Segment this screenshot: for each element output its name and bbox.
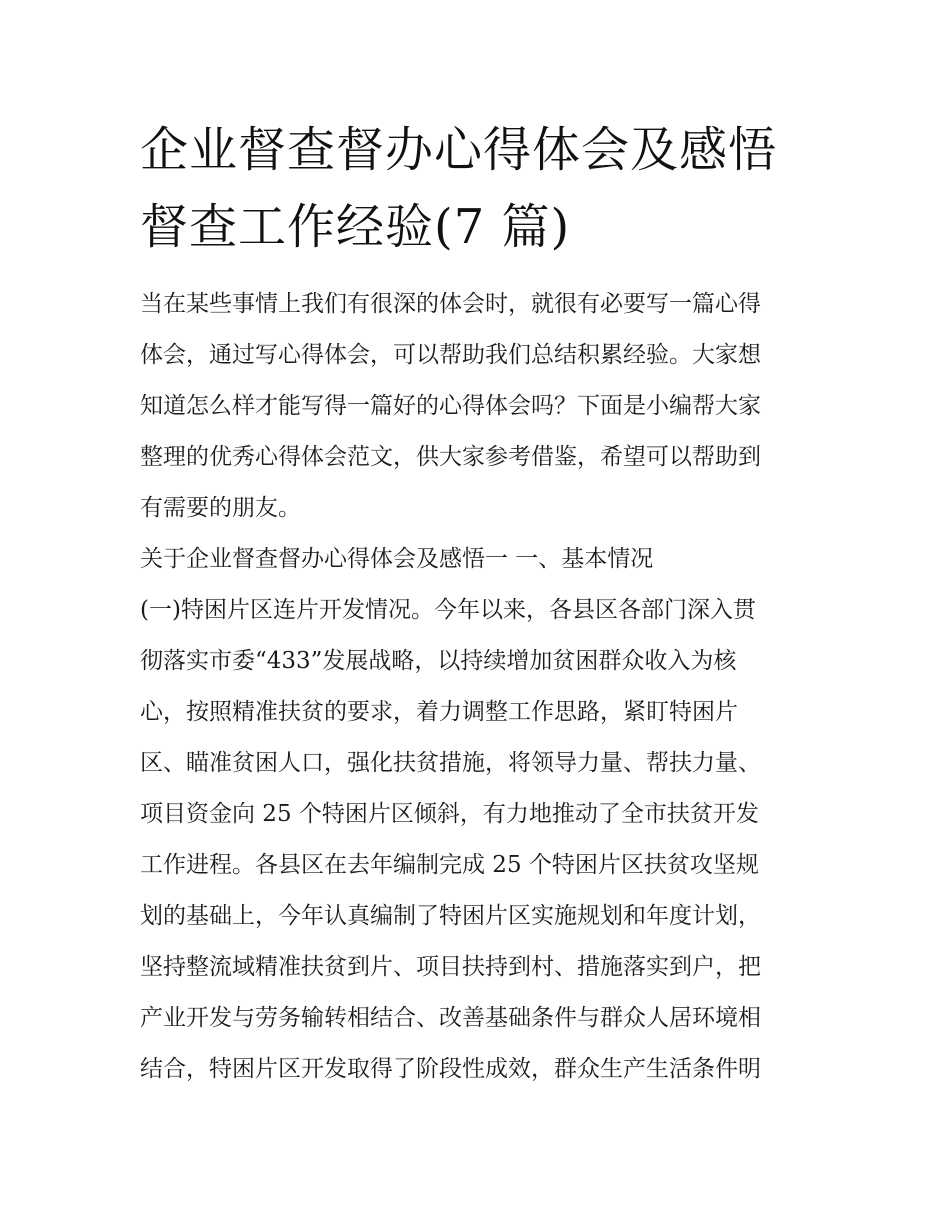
document-title	[140, 112, 820, 266]
document-body	[140, 279, 820, 1095]
section-heading-line: 关于企业督查督办心得体会及感悟一 一、基本情况	[140, 546, 654, 572]
body-line: 知道怎么样才能写得一篇好的心得体会吗？下面是小编帮大家	[140, 393, 761, 419]
body-line: 整理的优秀心得体会范文，供大家参考借鉴，希望可以帮助到	[140, 444, 761, 470]
body-line: 坚持整流域精准扶贫到片、项目扶持到村、措施落实到户，把	[140, 954, 761, 980]
body-line: 区、瞄准贫困人口，强化扶贫措施，将领导力量、帮扶力量、	[140, 750, 761, 776]
body-line: 有需要的朋友。	[140, 495, 301, 521]
body-line: 工作进程。各县区在去年编制完成 25 个特困片区扶贫攻坚规	[140, 852, 759, 878]
body-line: (一)特困片区连片开发情况。今年以来，各县区各部门深入贯	[140, 597, 756, 623]
body-line: 彻落实市委“433”发展战略，以持续增加贫困群众收入为核	[140, 648, 737, 674]
body-line: 划的基础上，今年认真编制了特困片区实施规划和年度计划，	[140, 903, 761, 929]
body-line: 项目资金向 25 个特困片区倾斜，有力地推动了全市扶贫开发	[140, 801, 759, 827]
title-line: 督查工作经验(7 篇)	[140, 199, 571, 255]
body-line: 心，按照精准扶贫的要求，着力调整工作思路，紧盯特困片	[140, 699, 738, 725]
body-line: 当在某些事情上我们有很深的体会时，就很有必要写一篇心得	[140, 291, 761, 317]
body-line: 体会，通过写心得体会，可以帮助我们总结积累经验。大家想	[140, 342, 761, 368]
body-line: 产业开发与劳务输转相结合、改善基础条件与群众人居环境相	[140, 1005, 761, 1031]
title-line: 企业督查督办心得体会及感悟	[140, 122, 778, 178]
body-line: 结合，特困片区开发取得了阶段性成效，群众生产生活条件明	[140, 1056, 761, 1082]
